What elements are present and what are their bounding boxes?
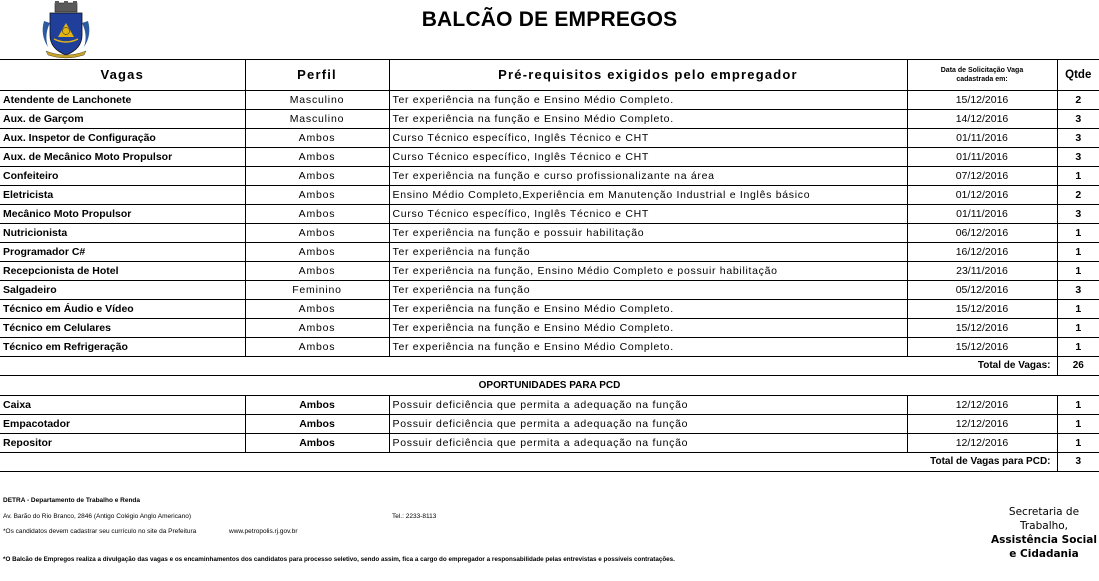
column-header-data-line1: Data de Solicitação Vaga <box>940 67 1024 74</box>
cell-qtde: 1 <box>1057 434 1099 453</box>
table-row <box>0 167 1099 186</box>
cell-data: 15/12/2016 <box>907 319 1057 338</box>
jobs-table <box>0 59 1099 472</box>
secretaria-line-3: e Cidadania <box>1009 548 1079 560</box>
cell-data: 07/12/2016 <box>907 167 1057 186</box>
cell-perfil: Masculino <box>245 110 389 129</box>
cell-data: 05/12/2016 <box>907 281 1057 300</box>
column-header-data-line2: cadastrada em: <box>956 76 1008 83</box>
pcd-total-row <box>0 453 1099 472</box>
cell-prerequisitos: Ter experiência na função e Ensino Médio Completo. <box>389 91 907 110</box>
table-header-row <box>0 60 1099 91</box>
cell-prerequisitos: Ter experiência na função e Ensino Médio Completo. <box>389 110 907 129</box>
cell-data: 12/12/2016 <box>907 396 1057 415</box>
pcd-total-value: 3 <box>1057 453 1099 472</box>
table-row <box>0 319 1099 338</box>
footer-telephone: Tel.: 2233-8113 <box>392 513 437 520</box>
table-row <box>0 396 1099 415</box>
table-row <box>0 224 1099 243</box>
cell-prerequisitos: Ter experiência na função <box>389 281 907 300</box>
total-row <box>0 357 1099 376</box>
cell-prerequisitos: Possuir deficiência que permita a adequação na função <box>389 415 907 434</box>
cell-perfil: Ambos <box>245 148 389 167</box>
cell-data: 12/12/2016 <box>907 415 1057 434</box>
cell-perfil: Ambos <box>245 319 389 338</box>
table-row <box>0 129 1099 148</box>
cell-data: 01/12/2016 <box>907 186 1057 205</box>
pcd-section-title: OPORTUNIDADES PARA PCD <box>0 376 1099 396</box>
cell-data: 06/12/2016 <box>907 224 1057 243</box>
cell-perfil: Ambos <box>245 338 389 357</box>
cell-qtde: 1 <box>1057 396 1099 415</box>
cell-prerequisitos: Curso Técnico específico, Inglês Técnico e CHT <box>389 205 907 224</box>
cell-data: 15/12/2016 <box>907 91 1057 110</box>
cell-qtde: 3 <box>1057 110 1099 129</box>
cell-vaga: Repositor <box>0 434 245 453</box>
cell-vaga: Mecânico Moto Propulsor <box>0 205 245 224</box>
cell-data: 01/11/2016 <box>907 129 1057 148</box>
cell-qtde: 3 <box>1057 129 1099 148</box>
footer-site-link[interactable]: www.petropolis.rj.gov.br <box>229 528 298 535</box>
column-header-prerequisitos: Pré-requisitos exigidos pelo empregador <box>389 60 907 91</box>
cell-vaga: Caixa <box>0 396 245 415</box>
cell-qtde: 2 <box>1057 91 1099 110</box>
footer-address: Av. Barão do Rio Branco, 2846 (Antigo Colégio Anglo Americano) <box>3 513 192 520</box>
secretaria-line-1: Secretaria de Trabalho, <box>1008 506 1080 532</box>
table-row <box>0 338 1099 357</box>
cell-qtde: 1 <box>1057 167 1099 186</box>
cell-perfil: Ambos <box>245 262 389 281</box>
cell-vaga: Confeiteiro <box>0 167 245 186</box>
cell-vaga: Empacotador <box>0 415 245 434</box>
total-value: 26 <box>1057 357 1099 376</box>
secretaria-line-2: Assistência Social <box>991 534 1097 546</box>
cell-qtde: 3 <box>1057 281 1099 300</box>
cell-vaga: Aux. de Mecânico Moto Propulsor <box>0 148 245 167</box>
table-row <box>0 91 1099 110</box>
cell-perfil: Ambos <box>245 396 389 415</box>
cell-prerequisitos: Possuir deficiência que permita a adequação na função <box>389 434 907 453</box>
table-row <box>0 262 1099 281</box>
cell-data: 15/12/2016 <box>907 300 1057 319</box>
table-row <box>0 148 1099 167</box>
cell-qtde: 1 <box>1057 243 1099 262</box>
cell-vaga: Aux. Inspetor de Configuração <box>0 129 245 148</box>
footer-disclaimer: *O Balcão de Empregos realiza a divulgação das vagas e os encaminhamentos dos candidatos para processo seletivo, sendo assim, fica a cargo do empregador a responsabilidade pelas entrevistas e possíveis contratações. <box>3 556 675 563</box>
cell-perfil: Ambos <box>245 167 389 186</box>
column-header-data <box>907 60 1057 91</box>
cell-data: 14/12/2016 <box>907 110 1057 129</box>
cell-qtde: 3 <box>1057 148 1099 167</box>
cell-perfil: Ambos <box>245 129 389 148</box>
cell-prerequisitos: Ter experiência na função e Ensino Médio Completo. <box>389 319 907 338</box>
secretaria-logo-text <box>990 505 1098 561</box>
cell-data: 16/12/2016 <box>907 243 1057 262</box>
cell-vaga: Programador C# <box>0 243 245 262</box>
pcd-total-label: Total de Vagas para PCD: <box>0 453 1057 472</box>
table-row <box>0 110 1099 129</box>
cell-vaga: Recepcionista de Hotel <box>0 262 245 281</box>
cell-vaga: Atendente de Lanchonete <box>0 91 245 110</box>
cell-prerequisitos: Curso Técnico específico, Inglês Técnico e CHT <box>389 129 907 148</box>
column-header-perfil: Perfil <box>245 60 389 91</box>
table-row <box>0 281 1099 300</box>
cell-qtde: 1 <box>1057 300 1099 319</box>
table-row <box>0 243 1099 262</box>
cell-prerequisitos: Curso Técnico específico, Inglês Técnico e CHT <box>389 148 907 167</box>
cell-qtde: 1 <box>1057 319 1099 338</box>
cell-vaga: Nutricionista <box>0 224 245 243</box>
cell-perfil: Ambos <box>245 224 389 243</box>
cell-data: 01/11/2016 <box>907 205 1057 224</box>
cell-vaga: Aux. de Garçom <box>0 110 245 129</box>
table-row <box>0 434 1099 453</box>
cell-prerequisitos: Ensino Médio Completo,Experiência em Manutenção Industrial e Inglês básico <box>389 186 907 205</box>
total-label: Total de Vagas: <box>0 357 1057 376</box>
cell-data: 12/12/2016 <box>907 434 1057 453</box>
column-header-qtde: Qtde <box>1057 60 1099 91</box>
table-row <box>0 415 1099 434</box>
cell-qtde: 1 <box>1057 262 1099 281</box>
cell-qtde: 2 <box>1057 186 1099 205</box>
table-row <box>0 300 1099 319</box>
cell-prerequisitos: Ter experiência na função <box>389 243 907 262</box>
page-title: BALCÃO DE EMPREGOS <box>421 8 678 31</box>
cell-prerequisitos: Ter experiência na função, Ensino Médio Completo e possuir habilitação <box>389 262 907 281</box>
cell-perfil: Ambos <box>245 434 389 453</box>
cell-qtde: 1 <box>1057 338 1099 357</box>
cell-vaga: Técnico em Celulares <box>0 319 245 338</box>
cell-prerequisitos: Ter experiência na função e possuir habilitação <box>389 224 907 243</box>
table-row <box>0 205 1099 224</box>
footer-cadastro-note: *Os candidatos devem cadastrar seu currículo no site da Prefeitura <box>3 528 197 535</box>
cell-perfil: Masculino <box>245 91 389 110</box>
cell-vaga: Técnico em Áudio e Vídeo <box>0 300 245 319</box>
pcd-section-title-row <box>0 376 1099 396</box>
cell-vaga: Salgadeiro <box>0 281 245 300</box>
footer-detra: DETRA - Departamento de Trabalho e Renda <box>3 497 141 504</box>
cell-perfil: Ambos <box>245 205 389 224</box>
cell-data: 01/11/2016 <box>907 148 1057 167</box>
column-header-vagas: Vagas <box>0 60 245 91</box>
cell-prerequisitos: Ter experiência na função e Ensino Médio Completo. <box>389 300 907 319</box>
table-row <box>0 186 1099 205</box>
cell-data: 23/11/2016 <box>907 262 1057 281</box>
cell-prerequisitos: Possuir deficiência que permita a adequação na função <box>389 396 907 415</box>
cell-perfil: Ambos <box>245 415 389 434</box>
cell-prerequisitos: Ter experiência na função e Ensino Médio Completo. <box>389 338 907 357</box>
cell-vaga: Eletricista <box>0 186 245 205</box>
cell-data: 15/12/2016 <box>907 338 1057 357</box>
cell-perfil: Ambos <box>245 186 389 205</box>
cell-perfil: Ambos <box>245 300 389 319</box>
cell-qtde: 3 <box>1057 205 1099 224</box>
cell-qtde: 1 <box>1057 224 1099 243</box>
cell-qtde: 1 <box>1057 415 1099 434</box>
cell-prerequisitos: Ter experiência na função e curso profissionalizante na área <box>389 167 907 186</box>
cell-perfil: Ambos <box>245 243 389 262</box>
cell-vaga: Técnico em Refrigeração <box>0 338 245 357</box>
cell-perfil: Feminino <box>245 281 389 300</box>
